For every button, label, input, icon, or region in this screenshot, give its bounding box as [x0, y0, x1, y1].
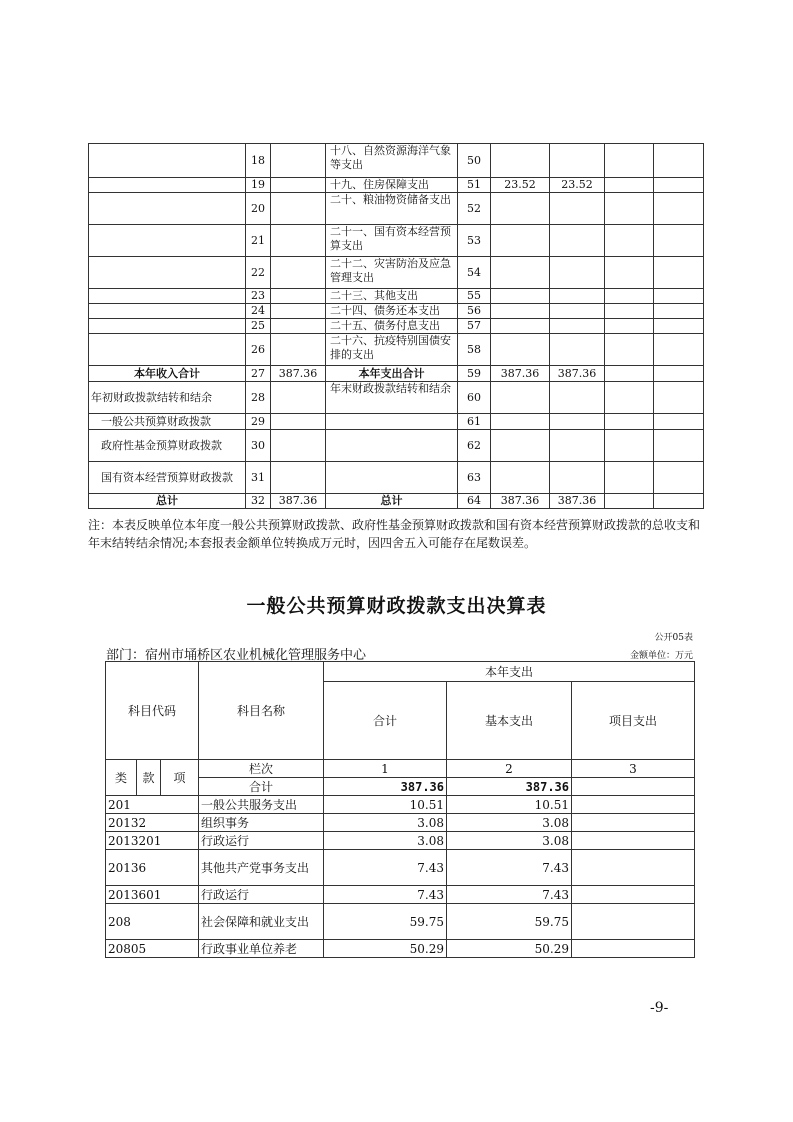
table-row — [89, 414, 704, 430]
income-total-row — [89, 366, 704, 382]
row-number: 54 — [458, 257, 491, 289]
subject-name: 行政运行 — [199, 886, 324, 904]
subject-name: 其他共产党事务支出 — [199, 850, 324, 886]
table-row — [106, 886, 695, 904]
table-row — [106, 850, 695, 886]
header-group: 本年支出 — [324, 662, 695, 682]
table-row — [89, 430, 704, 462]
row-number: 58 — [458, 334, 491, 366]
row-number: 55 — [458, 289, 491, 304]
amount-basic: 50.29 — [447, 940, 572, 958]
subject-code: 20132 — [106, 814, 199, 832]
header-row — [106, 662, 695, 682]
amount-cell: 387.36 — [550, 366, 605, 382]
subject-code: 2013201 — [106, 832, 199, 850]
expense-item-name: 十八、自然资源海洋气象等支出 — [326, 144, 458, 178]
row-number: 52 — [458, 193, 491, 225]
sum-label: 合计 — [199, 778, 324, 796]
row-number: 50 — [458, 144, 491, 178]
page-number: -9- — [650, 1000, 669, 1016]
general-budget-expense-table — [105, 661, 695, 958]
subject-name: 行政事业单位养老 — [199, 940, 324, 958]
row-number: 28 — [246, 382, 271, 414]
table-row — [89, 178, 704, 193]
amount-basic: 3.08 — [447, 832, 572, 850]
amount-project — [572, 850, 695, 886]
income-total-label: 本年收入合计 — [89, 366, 246, 382]
form-number: 公开05表 — [654, 633, 693, 643]
header-xiang: 项 — [161, 760, 199, 796]
amount-cell: 387.36 — [550, 494, 605, 509]
row-number: 62 — [458, 430, 491, 462]
table-row — [89, 193, 704, 225]
column-index: 1 — [324, 760, 447, 778]
amount-total: 50.29 — [324, 940, 447, 958]
fiscal-income-expense-table — [88, 143, 704, 509]
row-number: 59 — [458, 366, 491, 382]
row-number: 61 — [458, 414, 491, 430]
section-title: 一般公共预算财政拨款支出决算表 — [246, 595, 547, 617]
table-row — [89, 334, 704, 366]
amount-total: 3.08 — [324, 814, 447, 832]
expense-item-name: 二十四、债务还本支出 — [326, 304, 458, 319]
amount-cell: 387.36 — [491, 494, 550, 509]
table-note: 注：本表反映单位本年度一般公共预算财政拨款、政府性基金预算财政拨款和国有资本经营预算财政拨款的总收支和年末结转结余情况;本套报表金额单位转换成万元时，因四舍五入可能存在尾数误差。 — [88, 518, 701, 550]
amount-cell: 23.52 — [491, 178, 550, 193]
subject-code: 208 — [106, 904, 199, 940]
carry-right-label: 年末财政拨款结转和结余 — [326, 382, 458, 414]
row-number: 24 — [246, 304, 271, 319]
column-index-label: 栏次 — [199, 760, 324, 778]
row-number: 30 — [246, 430, 271, 462]
amount-basic: 10.51 — [447, 796, 572, 814]
column-index: 3 — [572, 760, 695, 778]
table-row — [106, 940, 695, 958]
row-number: 19 — [246, 178, 271, 193]
amount-cell: 23.52 — [550, 178, 605, 193]
expense-item-name: 二十五、债务付息支出 — [326, 319, 458, 334]
row-number: 22 — [246, 257, 271, 289]
table-row — [106, 832, 695, 850]
row-number: 20 — [246, 193, 271, 225]
income-total-amount: 387.36 — [271, 366, 326, 382]
table-row — [89, 225, 704, 257]
row-number: 63 — [458, 462, 491, 494]
column-index: 2 — [447, 760, 572, 778]
header-project: 项目支出 — [572, 682, 695, 760]
subject-name: 组织事务 — [199, 814, 324, 832]
row-number: 23 — [246, 289, 271, 304]
amount-project — [572, 940, 695, 958]
table-row — [89, 289, 704, 304]
row-number: 51 — [458, 178, 491, 193]
expense-item-name: 二十、粮油物资储备支出 — [326, 193, 458, 225]
amount-project — [572, 796, 695, 814]
carry-label: 一般公共预算财政拨款 — [89, 414, 246, 430]
table-row — [106, 796, 695, 814]
row-number: 57 — [458, 319, 491, 334]
table-row — [89, 382, 704, 414]
subject-name: 一般公共服务支出 — [199, 796, 324, 814]
row-number: 21 — [246, 225, 271, 257]
header-lei: 类 — [106, 760, 137, 796]
header-code: 科目代码 — [106, 662, 199, 760]
carry-label: 年初财政拨款结转和结余 — [89, 382, 246, 414]
row-number: 26 — [246, 334, 271, 366]
sum-project — [572, 778, 695, 796]
amount-unit: 金额单位：万元 — [629, 651, 693, 661]
column-index-row — [106, 760, 695, 778]
expense-item-name: 十九、住房保障支出 — [326, 178, 458, 193]
row-number: 32 — [246, 494, 271, 509]
header-basic: 基本支出 — [447, 682, 572, 760]
amount-basic: 7.43 — [447, 850, 572, 886]
amount-total: 59.75 — [324, 904, 447, 940]
carry-label: 国有资本经营预算财政拨款 — [89, 462, 246, 494]
amount-project — [572, 814, 695, 832]
subject-code: 20136 — [106, 850, 199, 886]
grand-total-exp-label: 总计 — [326, 494, 458, 509]
table-row — [89, 462, 704, 494]
amount-total: 7.43 — [324, 850, 447, 886]
expense-item-name: 二十六、抗疫特别国债安排的支出 — [326, 334, 458, 366]
header-total: 合计 — [324, 682, 447, 760]
grand-total-amount: 387.36 — [271, 494, 326, 509]
header-name: 科目名称 — [199, 662, 324, 760]
subject-name: 行政运行 — [199, 832, 324, 850]
table-row — [106, 814, 695, 832]
subject-code: 201 — [106, 796, 199, 814]
amount-project — [572, 904, 695, 940]
amount-cell: 387.36 — [491, 366, 550, 382]
row-number: 64 — [458, 494, 491, 509]
expense-item-name: 二十二、灾害防治及应急管理支出 — [326, 257, 458, 289]
row-number: 31 — [246, 462, 271, 494]
expense-item-name: 二十一、国有资本经营预算支出 — [326, 225, 458, 257]
carry-label: 政府性基金预算财政拨款 — [89, 430, 246, 462]
amount-total: 7.43 — [324, 886, 447, 904]
table-row — [106, 904, 695, 940]
row-number: 25 — [246, 319, 271, 334]
sum-basic: 387.36 — [447, 778, 572, 796]
department-label: 部门：宿州市埇桥区农业机械化管理服务中心 — [106, 648, 367, 663]
amount-total: 3.08 — [324, 832, 447, 850]
expense-total-label: 本年支出合计 — [326, 366, 458, 382]
sum-total: 387.36 — [324, 778, 447, 796]
expense-item-name: 二十三、其他支出 — [326, 289, 458, 304]
amount-basic: 7.43 — [447, 886, 572, 904]
grand-total-label: 总计 — [89, 494, 246, 509]
subject-code: 20805 — [106, 940, 199, 958]
row-number: 60 — [458, 382, 491, 414]
subject-name: 社会保障和就业支出 — [199, 904, 324, 940]
table-row — [89, 304, 704, 319]
row-number: 18 — [246, 144, 271, 178]
amount-basic: 3.08 — [447, 814, 572, 832]
amount-project — [572, 886, 695, 904]
header-kuan: 款 — [137, 760, 161, 796]
amount-total: 10.51 — [324, 796, 447, 814]
row-number: 29 — [246, 414, 271, 430]
table-row — [89, 144, 704, 178]
table-row — [89, 257, 704, 289]
grand-total-row — [89, 494, 704, 509]
amount-basic: 59.75 — [447, 904, 572, 940]
row-number: 53 — [458, 225, 491, 257]
row-number: 27 — [246, 366, 271, 382]
table-row — [89, 319, 704, 334]
amount-project — [572, 832, 695, 850]
subject-code: 2013601 — [106, 886, 199, 904]
row-number: 56 — [458, 304, 491, 319]
